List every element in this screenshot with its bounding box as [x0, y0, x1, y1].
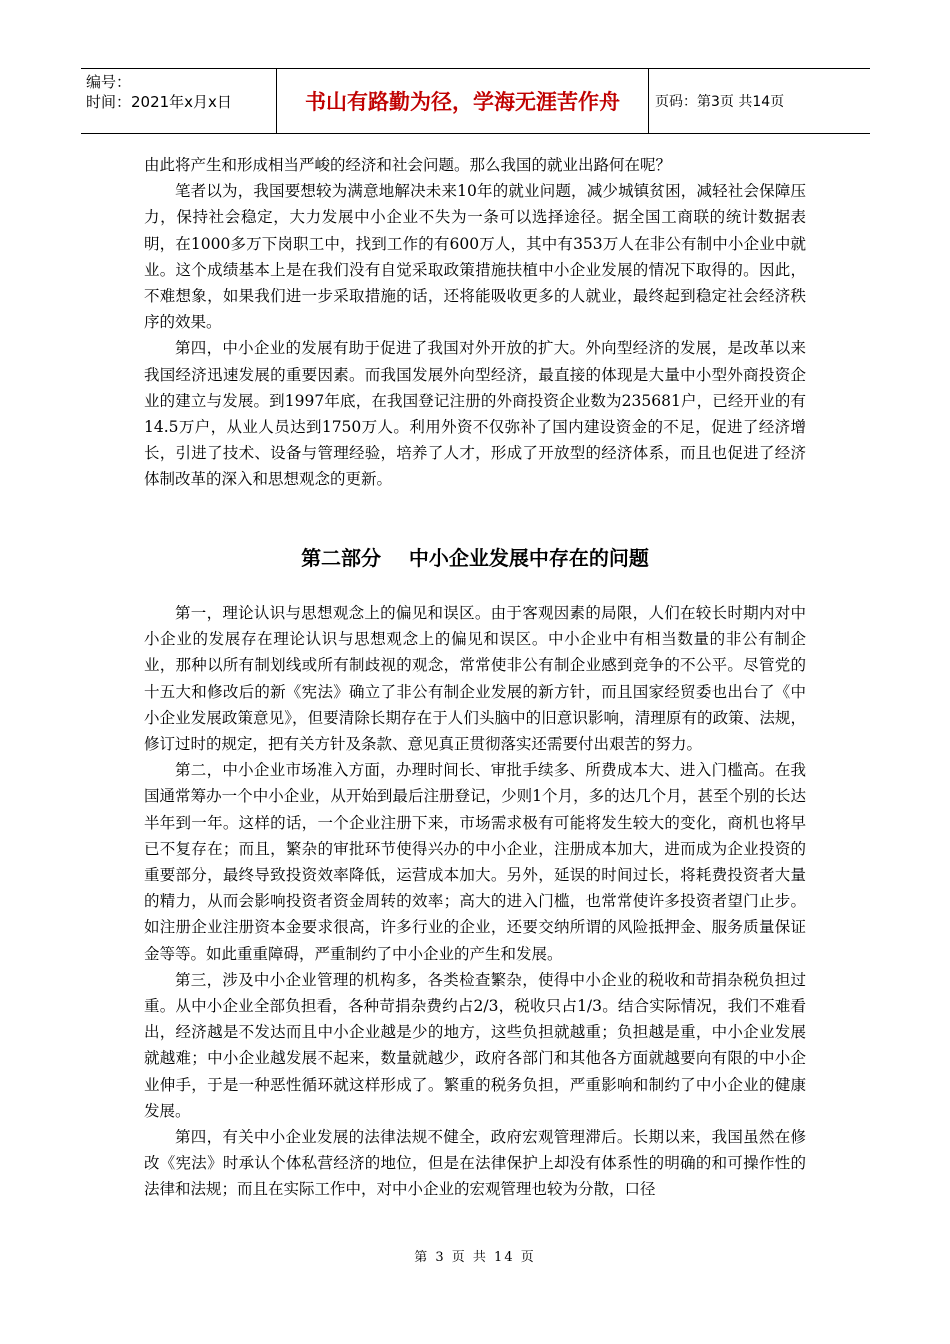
header-page-info: 页码：第3页 共14页	[655, 94, 785, 110]
header-motto: 书山有路勤为径，学海无涯苦作舟	[277, 69, 649, 133]
date-line: 时间：2021年x月x日	[86, 93, 232, 111]
header-meta	[81, 69, 277, 133]
section-content	[144, 600, 806, 1203]
paragraph: 第一，理论认识与思想观念上的偏见和误区。由于客观因素的局限，人们在较长时期内对中小企业的发展存在理论认识与思想观念上的偏见和误区。中小企业中有相当数量的非公有制企业，那种以所有制划线或所有制歧视的观念，常常使非公有制企业感到竞争的不公平。尽管党的十五大和修改后的新《宪法》确立了非公有制企业发展的新方针，而且国家经贸委也出台了《中小企业发展政策意见》，但要清除长期存在于人们头脑中的旧意识影响，清理原有的政策、法规，修订过时的规定，把有关方针及条款、意见真正贯彻落实还需要付出艰苦的努力。	[144, 604, 806, 754]
doc-number-label: 编号：	[86, 73, 132, 91]
paragraph: 第二，中小企业市场准入方面，办理时间长、审批手续多、所费成本大、进入门槛高。在我国通常筹办一个中小企业，从开始到最后注册登记，少则1个月，多的达几个月，甚至个别的长达半年到一年。这样的话，一个企业注册下来，市场需求极有可能将发生较大的变化，商机也将早已不复存在；而且，繁杂的审批环节使得兴办的中小企业，注册成本加大，进而成为企业投资的重要部分，最终导致投资效率降低，运营成本加大。另外，延误的时间过长，将耗费投资者大量的精力，从而会影响投资者资金周转的效率；高大的进入门槛，也常常使许多投资者望门止步。如注册企业注册资本金要求很高，许多行业的企业，还要交纳所谓的风险抵押金、服务质量保证金等等。如此重重障碍，严重制约了中小企业的产生和发展。	[144, 761, 806, 963]
paragraph: 第三，涉及中小企业管理的机构多，各类检查繁杂，使得中小企业的税收和苛捐杂税负担过重。从中小企业全部负担看，各种苛捐杂费约占2/3，税收只占1/3。结合实际情况，我们不难看出，经济越是不发达而且中小企业越是少的地方，这些负担就越重；负担越是重，中小企业发展就越难；中小企业越发展不起来，数量就越少，政府各部门和其他各方面就越要向有限的中小企业伸手，于是一种恶性循环就这样形成了。繁重的税务负担，严重影响和制约了中小企业的健康发展。	[144, 970, 806, 1120]
paragraph: 第四，中小企业的发展有助于促进了我国对外开放的扩大。外向型经济的发展，是改革以来我国经济迅速发展的重要因素。而我国发展外向型经济，最直接的体现是大量中小型外商投资企业的建立与发展。到1997年底，在我国登记注册的外商投资企业数为235681户，已经开业的有14.5万户，从业人员达到1750万人。利用外资不仅弥补了国内建设资金的不足，促进了经济增长，引进了技术、设备与管理经验，培养了人才，形成了开放型的经济体系，而且也促进了经济体制改革的深入和思想观念的更新。	[144, 339, 806, 489]
page-header	[81, 68, 870, 134]
top-content	[144, 152, 806, 493]
paragraph: 第四，有关中小企业发展的法律法规不健全，政府宏观管理滞后。长期以来，我国虽然在修改《宪法》时承认个体私营经济的地位，但是在法律保护上却没有体系性的明确的和可操作性的法律和法规；而且在实际工作中，对中小企业的宏观管理也较为分散，口径	[144, 1128, 806, 1199]
paragraph: 笔者以为，我国要想较为满意地解决未来10年的就业问题，减少城镇贫困，减轻社会保障压力，保持社会稳定，大力发展中小企业不失为一条可以选择途径。据全国工商联的统计数据表明，在1000多万下岗职工中，找到工作的有600万人，其中有353万人在非公有制中小企业中就业。这个成绩基本上是在我们没有自觉采取政策措施扶植中小企业发展的情况下取得的。因此，不难想象，如果我们进一步采取措施的话，还将能吸收更多的人就业，最终起到稳定社会经济秩序的效果。	[144, 182, 806, 332]
page-footer: 第 3 页 共 14 页	[414, 1250, 536, 1265]
paragraph: 由此将产生和形成相当严峻的经济和社会问题。那么我国的就业出路何在呢？	[144, 156, 672, 174]
section-title: 第二部分 中小企业发展中存在的问题	[301, 546, 649, 570]
